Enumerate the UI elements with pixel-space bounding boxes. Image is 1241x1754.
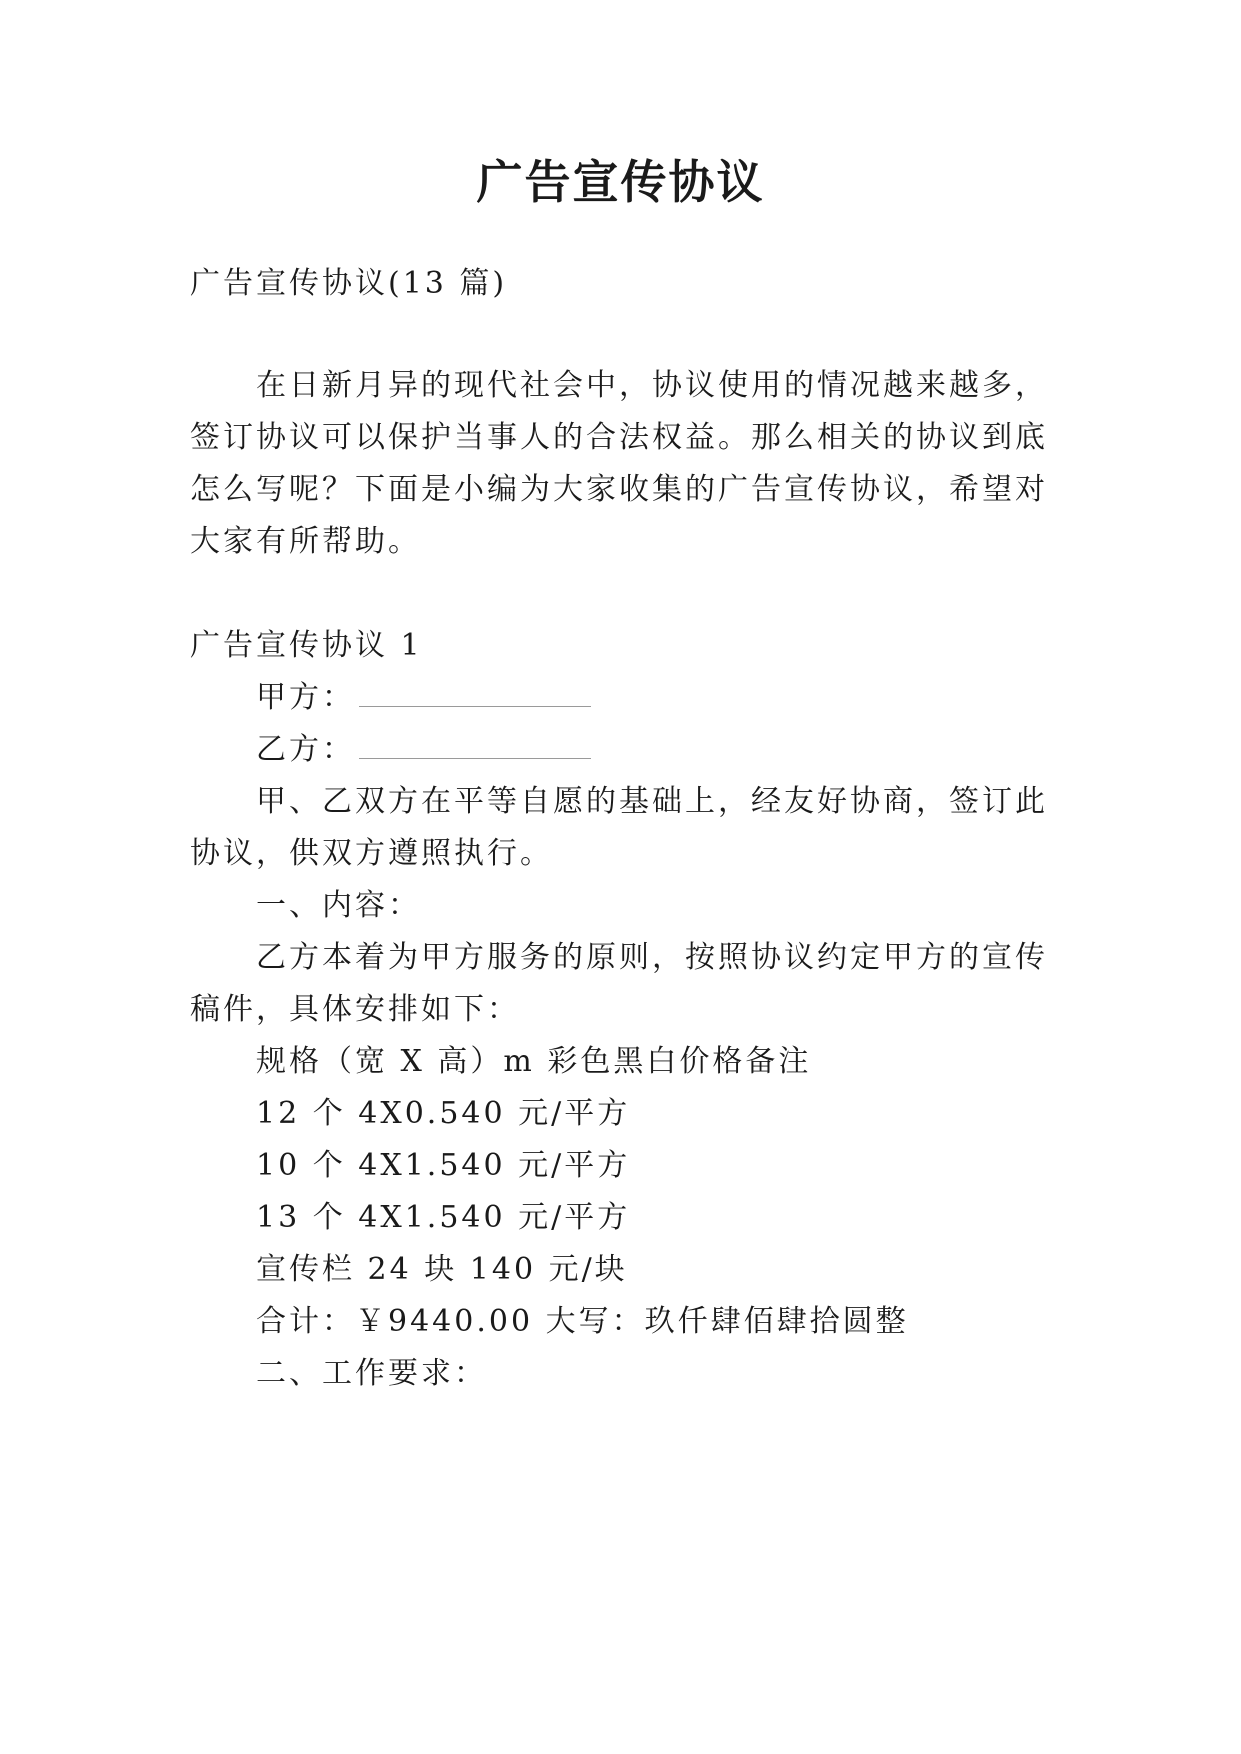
intro-line-1: 在日新月异的现代社会中，协议使用的情况越来越多，: [256, 368, 1048, 403]
document-subtitle: 广告宣传协议(13 篇): [190, 266, 508, 301]
content-line-1: 乙方本着为甲方服务的原则，按照协议约定甲方的宣传: [256, 940, 1048, 975]
document-title: 广告宣传协议: [476, 155, 765, 209]
spec-line-5: 宣传栏 24 块 140 元/块: [256, 1252, 628, 1287]
intro-line-4: 大家有所帮助。: [190, 524, 421, 559]
section-heading: 广告宣传协议 1: [190, 628, 423, 663]
agreement-line-2: 协议，供双方遵照执行。: [190, 836, 553, 871]
party-b-label: 乙方：: [256, 732, 355, 767]
party-a-label: 甲方：: [256, 680, 355, 715]
party-b-blank: [359, 732, 591, 759]
spec-total-line: 合计：￥9440.00 大写：玖仟肆佰肆拾圆整: [256, 1304, 909, 1339]
spec-line-1: 规格（宽 X 高）m 彩色黑白价格备注: [256, 1044, 812, 1079]
intro-line-2: 签订协议可以保护当事人的合法权益。那么相关的协议到底: [190, 420, 1048, 455]
party-a-blank: [359, 680, 591, 707]
spec-line-3: 10 个 4X1.540 元/平方: [256, 1148, 631, 1183]
intro-line-3: 怎么写呢？下面是小编为大家收集的广告宣传协议，希望对: [190, 472, 1048, 507]
party-a-line: [256, 678, 591, 718]
requirements-heading: 二、工作要求：: [256, 1356, 487, 1391]
spec-line-2: 12 个 4X0.540 元/平方: [256, 1096, 631, 1131]
spec-line-4: 13 个 4X1.540 元/平方: [256, 1200, 631, 1235]
content-heading: 一、内容：: [256, 888, 421, 923]
party-b-line: [256, 730, 591, 770]
content-line-2: 稿件，具体安排如下：: [190, 992, 520, 1027]
agreement-line-1: 甲、乙双方在平等自愿的基础上，经友好协商，签订此: [256, 784, 1048, 819]
